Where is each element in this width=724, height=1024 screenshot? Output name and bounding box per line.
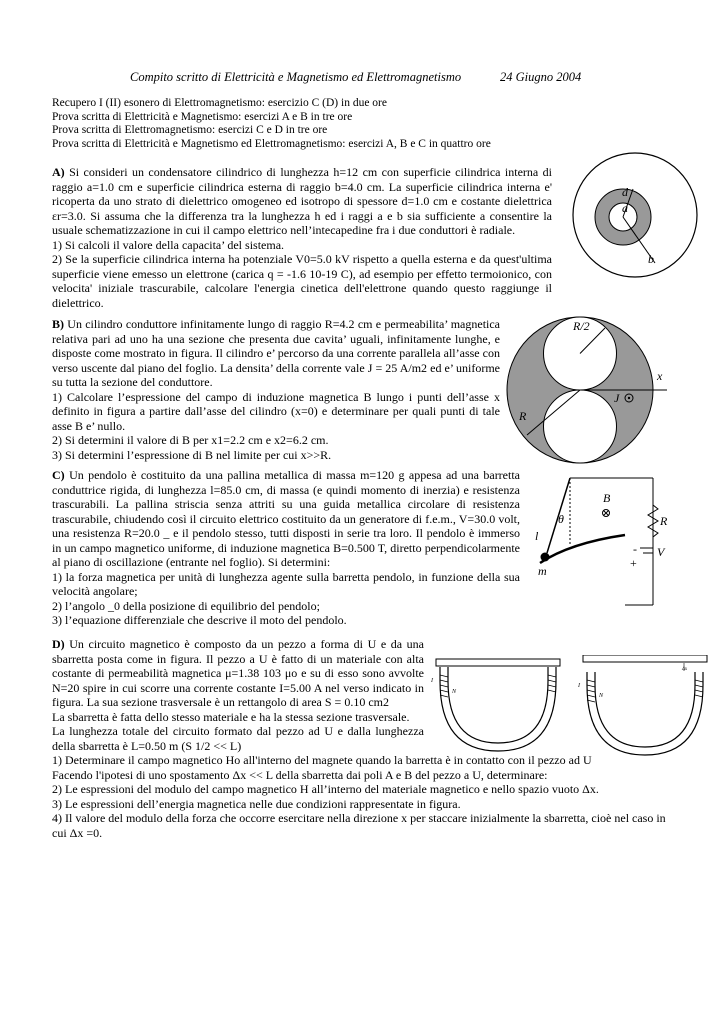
question: 2) l’angolo _0 della posizione di equilibrio del pendolo; [52, 598, 320, 613]
problem-label: D) [52, 637, 65, 651]
problem-text: Si consideri un condensatore cilindrico di lunghezza h=12 cm con superficie cilindrica interna di raggio a=1.0 cm e superficie cilindrica esterna di raggio b=4.0 cm. La superficie cilindrica interna e' ricoperta da uno strato di dielettrico omogeneo ed isotropo di spessore d=1.0 cm e costante dielettrica εr=3.0. Si assuma che la differenza tra la lunghezza h ed i raggi a e b sia sufficiente a consentire la usuale schematizzazione in cui il campo elettrico nell’intecapedine fra i due conduttori è radiale. [52, 165, 553, 237]
question: 1) Determinare il campo magnetico Ho all'interno del magnete quando la barretta è in contatto con il pezzo ad U [52, 753, 592, 767]
intro-line: Recupero I (II) esonero di Elettromagnetismo: esercizio C (D) in due ore [52, 97, 387, 109]
label-n: N [452, 689, 457, 695]
label-a: a [622, 201, 628, 215]
intro-block [52, 97, 612, 151]
question: 3) l’equazione differenziale che descrive il moto del pendolo. [52, 613, 347, 627]
question: 1) Si calcoli il valore della capacita’ del sistema. [52, 237, 285, 252]
question: 3) Si determini l’espressione di B nel limite per cui x>>R. [52, 447, 332, 462]
magnet-figure [428, 655, 708, 760]
label-dx: Δx [682, 667, 688, 672]
pendulum-figure [525, 475, 680, 615]
problem-b [52, 317, 500, 462]
label-n: N [599, 693, 604, 699]
problem-text: La lunghezza totale del circuito formato dal pezzo ad U e dalla lunghezza della sbarretta è L=0.50 m (S 1/2 << L) [52, 724, 424, 753]
capacitor-figure [560, 150, 710, 280]
problem-text: Un circuito magnetico è composto da un pezzo a forma di U e da una sbarretta posta come in figura. Il pezzo a U è fatto di un materiale con alta costante di permeabilità magnetica μ=1.38 103 μo e su di esso sono avvolte N=20 spire in cui scorre una corrente costante I=5.00 A nel verso indicato in figura. La sua sezione trasversale è un rettangolo di area S = 0.10 cm2 [52, 637, 424, 709]
problem-text: Un pendolo è costituito da una pallina metallica di massa m=120 g appesa ad una barretta conduttrice rigida, di lunghezza l=85.0 cm, di massa (e quindi momento di inerzia) e resistenza trascurabili. La pallina striscia senza attriti su una guida metallica circolare di resistenza trascurabile, chiudendo così il circuito elettrico costituito da un generatore di f.e.m., V=30.0 volt, una resistenza R=20.0 _ e il pendolo stesso, tutti disposti in serie tra loro. Il pendolo è immerso in un campo magnetico uniforme, di induzione magnetica B=0.500 T, diretto perpendicolarmente al piano di oscillazione (entrante nel foglio). Si determini: [52, 468, 521, 569]
question: 1) la forza magnetica per unità di lunghezza agente sulla barretta pendolo, in funzione della sua velocità angolare; [52, 569, 520, 598]
question: 2) Si determini il valore di B per x1=2.2 cm e x2=6.2 cm. [52, 433, 329, 447]
question: Facendo l'ipotesi di uno spostamento Δx << L della sbarretta dai poli A e B del pezzo a U, determinare: [52, 767, 548, 782]
problem-label: A) [52, 165, 65, 179]
conductor-figure [505, 310, 675, 470]
problem-d [52, 637, 424, 753]
question: 3) Le espressioni dell’energia magnetica nelle due condizioni rappresentate in figura. [52, 796, 461, 811]
intro-line: Prova scritta di Elettromagnetismo: esercizi C e D in tre ore [52, 124, 328, 136]
problem-a [52, 165, 552, 310]
label-b: B [603, 491, 611, 505]
label-r: R [519, 409, 527, 423]
label-v: V [657, 545, 665, 559]
label-x: x [657, 369, 663, 383]
label-r2: R/2 [573, 319, 590, 333]
label-r: R [660, 514, 668, 528]
question: 2) Se la superficie cilindrica interna ha potenziale V0=5.0 kV rispetto a quella esterna e da quest'ultima superficie viene emesso un elettrone (carica q = -1.6 10-19 C), ad esempio per effetto termoionico, con velocita' iniziale trascurabile, calcolare l'energia cinetica dell'elettrone quando questo raggiunge il dielettrico. [52, 252, 552, 310]
problem-label: B) [52, 317, 64, 331]
question: 2) Le espressioni del modulo del campo magnetico H all’interno del materiale magnetico e nello spazio vuoto Δx. [52, 782, 599, 796]
exam-date: 24 Giugno 2004 [500, 70, 582, 84]
problem-text: Un cilindro conduttore infinitamente lungo di raggio R=4.2 cm e permeabilita’ magnetica relativa pari ad uno ha una sezione che presenta due cavita’ uguali, infinitamente lunghe, e disposte come mostrato in figura. Il cilindro e’ percorso da una corrente parallela all’asse con verso uscente dal piano del foglio. La densita’ della corrente vale J = 25 A/m2 ed e’ uniforme su tutta la sezione del conduttore. [52, 317, 501, 389]
label-minus: - [633, 542, 637, 556]
label-l: l [535, 529, 539, 543]
label-i: I [431, 678, 433, 684]
problem-c [52, 468, 520, 628]
page-title: Compito scritto di Elettricità e Magnetismo ed Elettromagnetismo [130, 70, 462, 84]
label-j: J [614, 391, 620, 405]
problem-d-questions [52, 753, 672, 840]
label-i: I [578, 683, 580, 689]
label-d: d [622, 185, 628, 199]
label-m: m [538, 564, 547, 578]
problem-label: C) [52, 468, 65, 482]
label-plus: + [630, 556, 637, 570]
intro-line: Prova scritta di Elettricità e Magnetismo: esercizi A e B in tre ore [52, 110, 353, 123]
label-theta: θ [558, 512, 564, 526]
question: 1) Calcolare l’espressione del campo di induzione magnetica B lungo i punti dell’asse x definito in figura a partire dall’asse del cilindro (x=0) e determinare per quali punti di tale asse B e’ nullo. [52, 389, 500, 433]
label-b: b [648, 252, 654, 266]
problem-text: La sbarretta è fatta dello stesso materiale e ha la stessa sezione trasversale. [52, 709, 410, 724]
intro-line: Prova scritta di Elettricità e Magnetismo ed Elettromagnetismo: esercizi A, B e C in quattro ore [52, 137, 491, 150]
question: 4) Il valore del modulo della forza che occorre esercitare nella direzione x per staccare inizialmente la sbarretta, cioè nel caso in cui Δx =0. [52, 811, 666, 840]
